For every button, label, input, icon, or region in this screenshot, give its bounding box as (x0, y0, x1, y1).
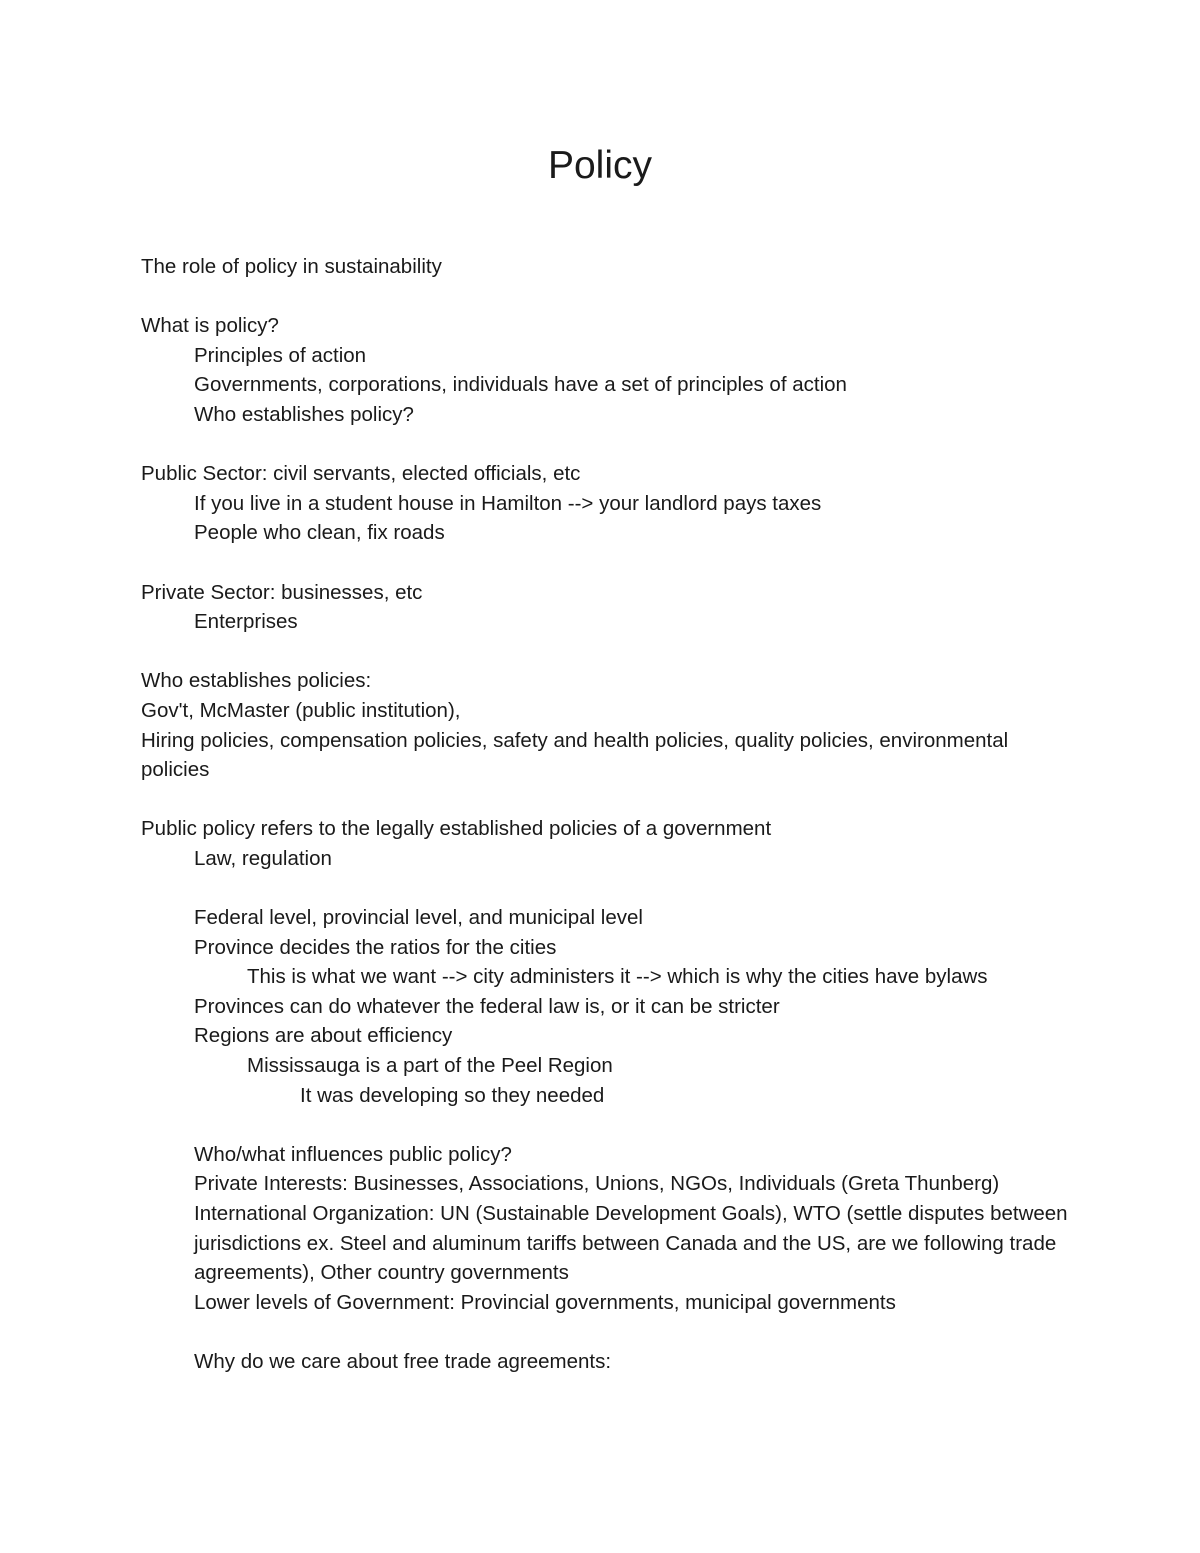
blank-line (141, 1110, 1071, 1140)
text-line: Hiring policies, compensation policies, safety and health policies, quality policies, environmental policies (141, 728, 1014, 782)
blank-line (141, 785, 1071, 815)
text-line: Federal level, provincial level, and municipal level (194, 906, 643, 930)
blank-line (141, 637, 1071, 667)
text-line: Who establishes policy? (194, 402, 414, 426)
text-line: The role of policy in sustainability (141, 255, 442, 278)
text-line: If you live in a student house in Hamilton --> your landlord pays taxes (194, 491, 822, 515)
text-line: Enterprises (194, 610, 298, 634)
text-line: International Organization: UN (Sustainable Development Goals), WTO (settle disputes between jurisdictions ex. Steel and aluminum tariffs between Canada and the US, are we following trade agreements), Other country governments (194, 1202, 1074, 1285)
blank-line (141, 430, 1071, 460)
text-line: Principles of action (194, 343, 367, 367)
text-line: Who/what influences public policy? (194, 1142, 512, 1166)
text-line: Provinces can do whatever the federal law is, or it can be stricter (194, 994, 780, 1018)
text-line: Public policy refers to the legally established policies of a government (141, 817, 772, 841)
text-line: Private Interests: Businesses, Associations, Unions, NGOs, Individuals (Greta Thunberg) (194, 1172, 1000, 1196)
text-line: Gov't, McMaster (public institution), (141, 698, 461, 722)
text-line: Law, regulation (194, 846, 332, 870)
page-title: Policy (547, 144, 653, 187)
text-line: Mississauga is a part of the Peel Region (247, 1054, 613, 1078)
blank-line (141, 1317, 1071, 1347)
text-line: Governments, corporations, individuals have a set of principles of action (194, 373, 847, 397)
text-line: It was developing so they needed (300, 1083, 605, 1107)
text-line: Province decides the ratios for the cities (194, 935, 557, 959)
text-line: People who clean, fix roads (194, 521, 445, 545)
blank-line (141, 282, 1071, 312)
text-line: What is policy? (141, 314, 279, 338)
document-body (141, 252, 1074, 1377)
text-line: Why do we care about free trade agreements: (194, 1349, 612, 1373)
text-line: Who establishes policies: (141, 669, 372, 693)
text-line: Private Sector: businesses, etc (141, 580, 423, 604)
text-line: Lower levels of Government: Provincial governments, municipal governments (194, 1290, 896, 1314)
text-line: Public Sector: civil servants, elected officials, etc (141, 462, 581, 486)
blank-line (141, 873, 1071, 903)
text-line: Regions are about efficiency (194, 1024, 453, 1048)
text-line: This is what we want --> city administers it --> which is why the cities have bylaws (247, 965, 988, 989)
blank-line (141, 548, 1071, 578)
